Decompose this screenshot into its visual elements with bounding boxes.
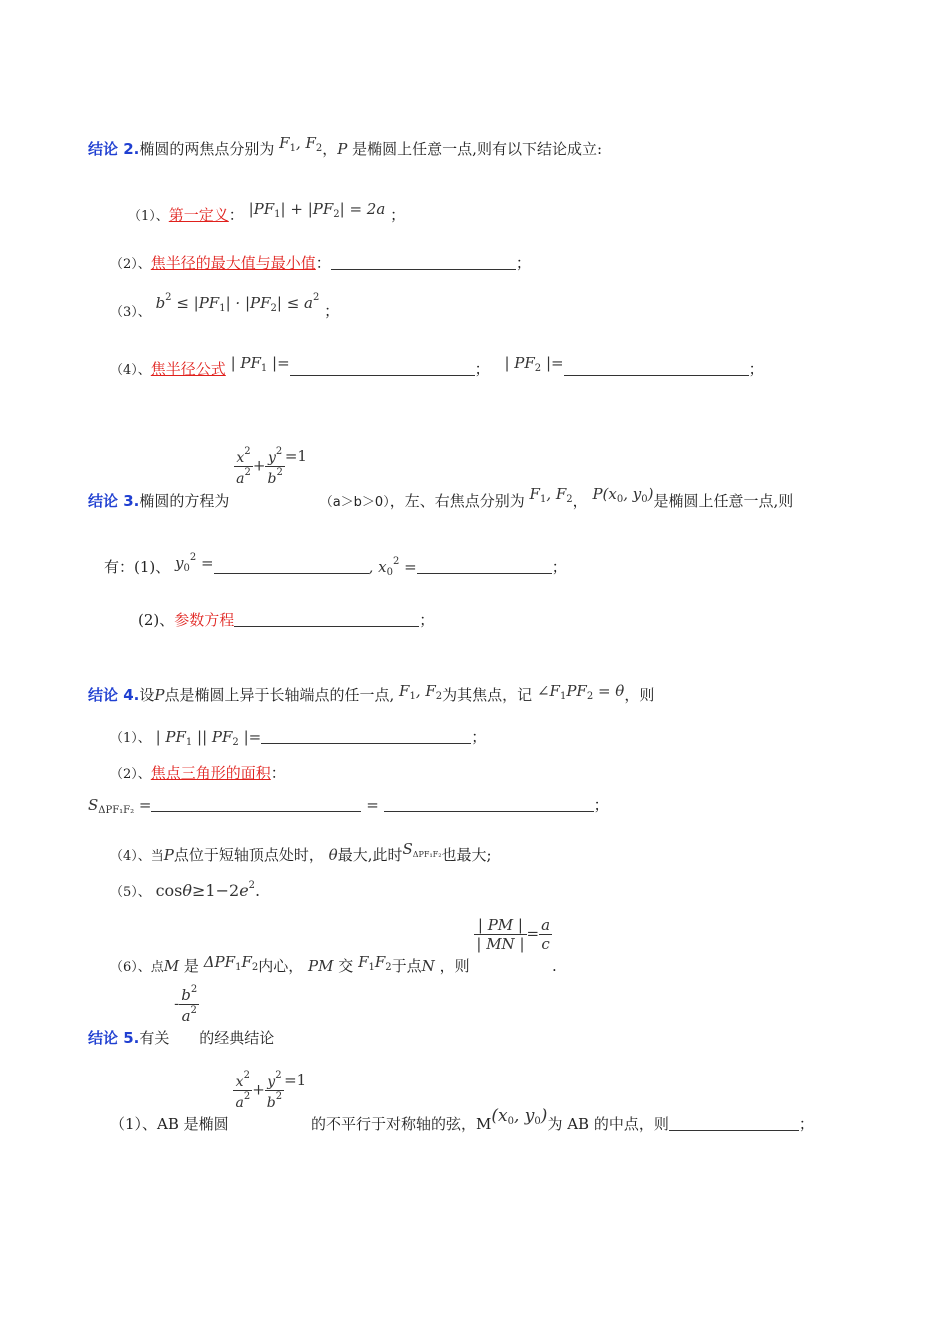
c3-item-2: (2)、参数方程 ； [138, 611, 435, 629]
answer-blank[interactable] [417, 559, 552, 574]
answer-blank[interactable] [151, 797, 361, 812]
answer-blank[interactable] [290, 361, 475, 376]
c2-item-3: （3）、 $b^2 \le |PF_1| \cdot |PF_2| \le a^2$ ； [110, 292, 340, 320]
first-definition-label: 第一定义 [168, 206, 229, 224]
c2-item-1: （1）、第一定义： $|PF_1| + |PF_2| = 2a$ ； [128, 200, 406, 224]
c4-item-2: （2）、焦点三角形的面积： [110, 764, 286, 782]
foci-f1f2: $F_1$, $F_2$ [279, 134, 323, 154]
c2-item-4: （4）、焦半径公式 | $PF_1$ |= ； | $PF_2$ |= ； [110, 354, 764, 378]
c4-area-formula: $S_{\Delta PF_1F_2}$ = = ； [88, 796, 609, 816]
c4-item-5: （5）、 $\cos\theta\ge 1-2e^2$. [110, 880, 261, 900]
conclusion-2-text-2: 是椭圆上任意一点,则有以下结论成立: [352, 140, 602, 158]
conclusion-5-heading: 结论 5. [88, 1028, 140, 1047]
conclusion-4-heading: 结论 4. [88, 686, 140, 704]
focal-radius-formula-label: 焦半径公式 [150, 360, 226, 378]
c4-item-4: （4）、当P点位于短轴顶点处时， θ最大,此时$S_{\Delta PF_1F_2}$也最大; [110, 840, 492, 864]
conclusion-2-text: 椭圆的两焦点分别为 [139, 140, 275, 158]
c2-item-2: （2）、焦半径的最大值与最小值： ； [110, 254, 531, 272]
conclusion-2-line: 结论 2.椭圆的两焦点分别为 $F_1$, $F_2$，P 是椭圆上任意一点,则有以下结论成立: [88, 134, 602, 158]
c4-item-1: （1）、 | $PF_1$ || $PF_2$ |= ； [110, 728, 487, 748]
formula-cos-theta: $\cos\theta\ge 1-2e^2$. [155, 880, 261, 900]
conclusion-4-line: 结论 4.设P点是椭圆上异于长轴端点的任一点, $F_1$, $F_2$为其焦点，记 $\angle F_1PF_2 = \theta$，则 [88, 682, 655, 704]
ratio-pm-mn: $\frac{| PM |}{| MN |}$ [476, 916, 525, 953]
focal-radius-extremes-label: 焦半径的最大值与最小值 [150, 254, 316, 272]
ratio-b2-a2: $\frac{b^2}{a^2}$ [181, 984, 198, 1025]
c3-item-1: 有：(1)、 $y_0^2$ = , $x_0^2$ = ； [104, 552, 567, 578]
answer-blank[interactable] [234, 612, 419, 627]
answer-blank[interactable] [214, 559, 369, 574]
formula-product-bounds: $b^2 \le |PF_1| \cdot |PF_2| \le a^2$ [155, 292, 320, 314]
conclusion-5-line: 结论 5.有关 - $\frac{b^2}{a^2}$ 的经典结论 [88, 984, 275, 1047]
conclusion-3-line: 结论 3.椭圆的方程为 $\frac{x^2}{a^2}$ + $\frac{y^2}{b^2}$ =1 （a＞b＞0），左、右焦点分别为 $F_1$, $F_2$， $P(x_0$, $y_0$)是椭圆上任意一点,则 [88, 446, 794, 510]
answer-blank[interactable] [331, 255, 516, 270]
conclusion-3-heading: 结论 3. [88, 491, 140, 510]
c5-item-1: （1）、AB 是椭圆 $\frac{x^2}{a^2}$ + $\frac{y^2}{b^2}$ =1 的不平行于对称轴的弦，$M(x_0$, $y_0$)为 AB 的中点，则 ； [110, 1070, 814, 1133]
answer-blank[interactable] [261, 729, 471, 744]
point-p-coords: $P(x_0$, $y_0$) [592, 484, 654, 505]
answer-blank[interactable] [564, 361, 749, 376]
conclusion-2-heading: 结论 2. [88, 140, 140, 158]
ellipse-equation: $\frac{x^2}{a^2}$ [236, 446, 251, 487]
c4-item-6: （6）、点M 是 $\Delta PF_1F_2$内心， PM 交 $F_1F_2$于点N ，则 $\frac{| PM |}{| MN |}$ = $\frac{a}{c}$ . [110, 916, 557, 975]
formula-first-definition: $|PF_1| + |PF_2| = 2a$ [248, 200, 386, 220]
point-p: P [337, 140, 348, 158]
focal-triangle-area-label: 焦点三角形的面积 [150, 764, 271, 782]
answer-blank[interactable] [669, 1116, 799, 1131]
answer-blank[interactable] [384, 797, 594, 812]
parametric-equation-label: 参数方程 [174, 611, 235, 629]
angle-theta: $\angle F_1PF_2 = \theta$ [536, 682, 625, 702]
